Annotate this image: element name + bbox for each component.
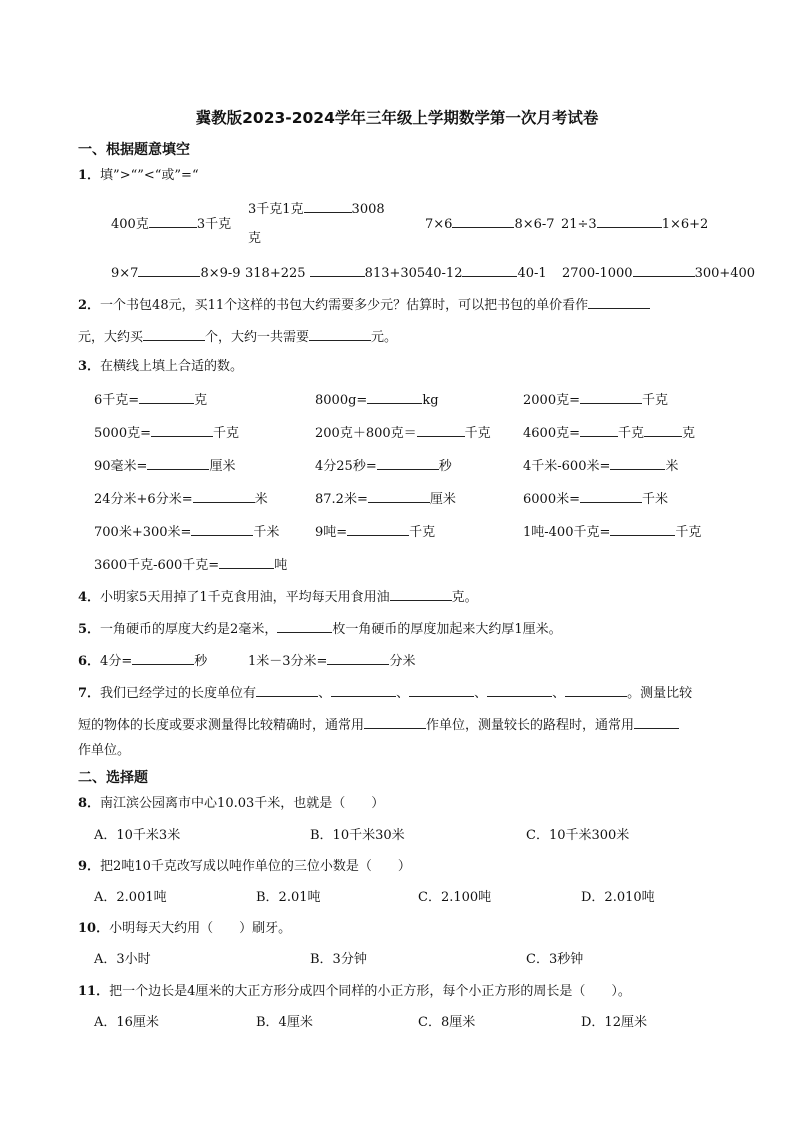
answer-blank[interactable]: [588, 296, 650, 309]
q3-item: 6千克= 克: [94, 393, 208, 408]
answer-blank[interactable]: [580, 490, 642, 503]
answer-blank[interactable]: [143, 328, 205, 341]
option-b[interactable]: B．4厘米: [256, 1015, 313, 1030]
question-7: 7．我们已经学过的长度单位有 、 、 、 、 。测量比较: [78, 686, 693, 701]
option-c[interactable]: C．8厘米: [418, 1015, 476, 1030]
question-text: 我们已经学过的长度单位有: [100, 686, 257, 701]
question-2-line-2: [78, 328, 397, 346]
question-text: 作单位，测量较长的路程时，通常用: [426, 718, 635, 733]
question-2: [78, 296, 650, 314]
q3-item: 24分米+6分米= 米: [94, 492, 268, 507]
answer-blank[interactable]: [191, 523, 253, 536]
q1-item-right: 3008: [351, 202, 385, 217]
q3-item: 1吨-400千克= 千克: [523, 525, 702, 540]
question-text: 在横线上填上合适的数。: [100, 359, 244, 374]
answer-blank[interactable]: [277, 620, 332, 633]
question-number: 1．: [78, 168, 101, 183]
option-d[interactable]: D．12厘米: [581, 1015, 647, 1030]
q1-item-right: 300+400: [694, 266, 756, 281]
answer-blank[interactable]: [580, 391, 642, 404]
question-9: [78, 859, 411, 875]
q3-item: 9吨= 千克: [315, 525, 436, 540]
option-a[interactable]: A．2.001吨: [94, 890, 167, 905]
option-c[interactable]: C．10千米300米: [526, 828, 630, 843]
question-text: 小明每天大约用（ ）刷牙。: [109, 921, 292, 936]
question-8: [78, 796, 384, 812]
question-number: 3．: [78, 359, 101, 374]
section-2-heading: 二、选择题: [78, 770, 148, 786]
answer-blank[interactable]: [452, 215, 514, 228]
answer-blank[interactable]: [219, 556, 274, 569]
answer-blank[interactable]: [377, 457, 439, 470]
q1-item-right: 8×9-9: [200, 266, 241, 281]
answer-blank[interactable]: [409, 684, 474, 697]
q1-item-left: 318+225: [245, 266, 306, 281]
answer-blank[interactable]: [309, 328, 371, 341]
question-4: [78, 588, 478, 606]
answer-blank[interactable]: [390, 588, 452, 601]
answer-blank[interactable]: [462, 264, 517, 277]
q3-item: 4600克= 千克 克: [523, 426, 696, 441]
option-b[interactable]: B．2.01吨: [256, 890, 321, 905]
answer-blank[interactable]: [610, 523, 675, 536]
option-b[interactable]: B．3分钟: [310, 952, 367, 967]
question-number: 6．: [78, 654, 101, 669]
question-text: 个，大约一共需要: [205, 330, 310, 345]
question-number: 7．: [78, 686, 101, 701]
question-10: [78, 921, 291, 937]
q1-item-left: 9×7: [111, 266, 139, 281]
question-number: 5．: [78, 622, 101, 637]
answer-blank[interactable]: [644, 424, 682, 437]
option-c[interactable]: C．2.100吨: [418, 890, 492, 905]
question-text: 填”>“”<“或”=“: [100, 168, 199, 183]
question-text: 克。: [451, 590, 478, 605]
answer-blank[interactable]: [147, 457, 209, 470]
question-7-line-2: [78, 716, 679, 734]
question-7-line-3: 作单位。: [78, 743, 131, 758]
question-text: 元，大约买: [78, 330, 144, 345]
q1-item-7: [425, 264, 547, 282]
answer-blank[interactable]: [347, 523, 409, 536]
question-number: 4．: [78, 590, 101, 605]
q1-item-left: 7×6: [425, 217, 453, 232]
q1-item-4: [561, 215, 708, 233]
answer-blank[interactable]: [139, 391, 194, 404]
q3-item: 6000米= 千米: [523, 492, 668, 507]
answer-blank[interactable]: [193, 490, 255, 503]
answer-blank[interactable]: [151, 424, 213, 437]
q1-item-right: 40-1: [517, 266, 547, 281]
question-text: 把2吨10千克改写成以吨作单位的三位小数是（ ）: [100, 859, 411, 874]
option-a[interactable]: A．10千米3米: [94, 828, 181, 843]
answer-blank[interactable]: [149, 215, 197, 228]
question-number: 10．: [78, 921, 110, 936]
option-c[interactable]: C．3秒钟: [526, 952, 584, 967]
question-number: 9．: [78, 859, 101, 874]
answer-blank[interactable]: [597, 215, 662, 228]
question-3: [78, 359, 243, 375]
question-text: 一个书包48元，买11个这样的书包大约需要多少元？估算时，可以把书包的单价看作: [100, 298, 589, 313]
q3-item: 4分25秒= 秒: [315, 459, 452, 474]
q1-item-right: 3千克: [196, 217, 232, 232]
question-number: 2．: [78, 298, 101, 313]
question-5: [78, 620, 562, 638]
answer-blank[interactable]: [633, 264, 695, 277]
q1-item-2: [248, 200, 385, 218]
q3-item: 3600千克-600千克= 吨: [94, 558, 288, 573]
q3-item: 5000克= 千克: [94, 426, 239, 441]
question-11: [78, 984, 631, 1000]
answer-blank[interactable]: [565, 684, 627, 697]
question-1: [78, 168, 199, 184]
answer-blank[interactable]: [368, 490, 430, 503]
question-text: 枚一角硬币的厚度加起来大约厚1厘米。: [332, 622, 562, 637]
answer-blank[interactable]: [304, 200, 352, 213]
question-number: 11．: [78, 984, 110, 999]
q3-item: 8000g= kg: [315, 393, 439, 408]
answer-blank[interactable]: [331, 684, 396, 697]
q1-item-right: 1×6+2: [661, 217, 709, 232]
q3-item: 87.2米= 厘米: [315, 492, 456, 507]
q1-item-left: 2700-1000: [562, 266, 633, 281]
q1-item-right: 813+305: [364, 266, 426, 281]
question-text: 把一个边长是4厘米的大正方形分成四个同样的小正方形，每个小正方形的周长是（ ）。: [109, 984, 631, 999]
q1-item-1: [111, 215, 231, 233]
question-text: 短的物体的长度或要求测量得比较精确时，通常用: [78, 718, 365, 733]
answer-blank[interactable]: [256, 684, 318, 697]
question-6: 6．4分= 秒: [78, 654, 208, 669]
q3-item: 90毫米= 厘米: [94, 459, 236, 474]
q1-item-2-wrap: 克: [248, 231, 262, 246]
section-1-heading: 一、根据题意填空: [78, 142, 190, 158]
question-text: 小明家5天用掉了1千克食用油，平均每天用食用油: [100, 590, 390, 605]
q3-item: 4千米-600米= 米: [523, 459, 679, 474]
answer-blank[interactable]: [580, 424, 618, 437]
option-d[interactable]: D．2.010吨: [581, 890, 655, 905]
answer-blank[interactable]: [610, 457, 665, 470]
answer-blank[interactable]: [487, 684, 552, 697]
q1-item-right: 8×6-7: [514, 217, 555, 232]
question-6-part-2: 1米－3分米= 分米: [248, 654, 416, 669]
option-b[interactable]: B．10千米30米: [310, 828, 405, 843]
q1-item-left: 400克: [111, 217, 149, 232]
question-text: 元。: [371, 330, 398, 345]
q1-item-left: 21÷3: [561, 217, 597, 232]
answer-blank[interactable]: [367, 391, 422, 404]
q1-item-left: 3千克1克: [248, 202, 304, 217]
answer-blank[interactable]: [634, 716, 679, 729]
q3-item: 200克＋800克＝ 千克: [315, 426, 491, 441]
q1-item-3: [425, 215, 555, 233]
question-text: 南江滨公园离市中心10.03千米，也就是（ ）: [100, 796, 385, 811]
option-a[interactable]: A．16厘米: [94, 1015, 159, 1030]
answer-blank[interactable]: [417, 424, 465, 437]
q1-item-6: [245, 264, 425, 282]
q1-item-5: [111, 264, 241, 282]
answer-blank[interactable]: [310, 264, 365, 277]
answer-blank[interactable]: [364, 716, 426, 729]
option-a[interactable]: A．3小时: [94, 952, 151, 967]
answer-blank[interactable]: [327, 652, 389, 665]
question-text: 一角硬币的厚度大约是2毫米，: [100, 622, 278, 637]
answer-blank[interactable]: [132, 652, 194, 665]
q1-item-8: [562, 264, 755, 282]
q1-item-left: 40-12: [425, 266, 463, 281]
question-number: 8．: [78, 796, 101, 811]
q3-item: 700米+300米= 千米: [94, 525, 280, 540]
answer-blank[interactable]: [138, 264, 200, 277]
page-title: 冀教版2023-2024学年三年级上学期数学第一次月考试卷: [195, 109, 599, 127]
q3-item: 2000克= 千克: [523, 393, 668, 408]
